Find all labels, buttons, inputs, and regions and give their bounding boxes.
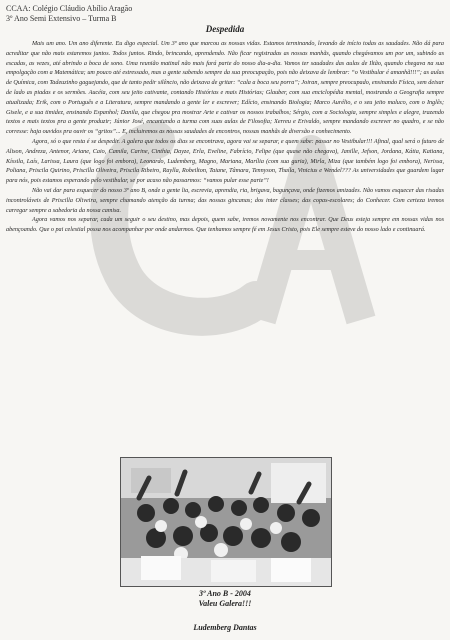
paragraph: Agora, só o que resta é se despedir. A galera que todos os dias se encontrava, agora vai se separar, e quem sabe: passar no Vestibular!!! Afinal, qual será o futuro de Alison, Andreza, Antenor, Ariane, Caio, Camila, Carine, Cinthia, Dayze, Erla, Eveline, Fabrício, Felipe (que quase não chegava), Janille, Jefson, Jordana, Kátia, Katiana, Kíssila, Laís, Larissa, Laura (que logo foi embora), Leonardo, Ludemberg, Magno, Mariana, Marília (com sua guria), Mirla, Miza (que também logo foi embora), Nerissa, Poliana, Priscila Quirino, Priscilla Oliveira, Priscila Ribeiro, Raylla, Robeilton, Taiane, Tâmara, Tennyson, Thaíla, Vinicius e Wendel??? As universidades que guardem lugar para nós, pois estamos esperando pelo vestibular, se por acaso não passarmos: “vamos pular esse parte”! [6,138,444,185]
class-photo [120,457,332,587]
paragraph: Não vai dar para esquecer do nosso 3º ano B, onde a gente lia, escrevia, aprendia, ria, brigava, bagunçava, onde fizemos amizades. Não vamos esquecer das risadas incontroláveis de Priscilla Oliveira, sempre chamando atenção da turma; das nossas gincanas; dos inter classes; das copas-escolares; do Conhecer. Com certeza iremos carregar sempre a sabedoria da nossa camisa. [6,187,444,214]
photo-caption-farewell: Valeu Galera!!! [198,599,252,608]
school-header [6,4,132,24]
paragraph: Mais um ano. Um ano diferente. Eu digo especial. Um 3º ano que marcou as nossas vidas. Estamos terminando, levando de início todas as saudades. Não dá para acreditar que não mais estaremos juntos. Todos juntos. Rindo, brincando, aprendendo. Não ficar registradas as nossas manhãs, quando chegávamos um por um, subindo as escadas, as vezes, até abrindo a boca de sono. Uma reunião matinal não mais fará parte do nosso dia-a-dia. Vamos ter saudades das aulas de Iltão, quando chegava na sua empolgação com a Matemática; um pouco até estressado, mas a gente sabendo sempre da sua preocupação, pois não deixava de lembrar: “o Vestibular é amanhã!!!”; as aulas de Química, com Tadeuzinho gaguejando, que de tanto pedir silêncio, não deixava de gritar: “cala a boca seu porra”; Joiran, sempre preocupado, ensinando Física, sem deixar de lado as piadas e os sermões. Aucéia, com seu jeito cativante, contando Histórias e mais Histórias; Glauber, com sua enciclopédia mental, mostrando a Geografia sempre atualizada; Erik, com o Português e a Literatura, sempre mandando a gente ler e escrever; Edício, ensinando Biologia; Marco Aurélio, e o seu jeito maluco, com o Inglês; Gisele, e a sua timidez, ensinando Espanhol; Danila, que chegou pra mostrar Arte e cativar os nossos trabalhos; Sérgio, com a Sociologia, sempre simples e alegre, trazendo textos e mais textos pra a gente produzir; Júnior José, encantando a turma com suas aulas de Filosofia; Xerreu e Erivaldo, sempre mandando escrever no quadro, e se não corresse: haja ouvidos pra ouvir os “gritos”... E, incluiremos as nossas saudades de encontros, nossas manhãs de diversão e conhecimento. [6,41,444,136]
page-title: Despedida [205,24,245,34]
school-name: CCAA: Colégio Cláudio Abílio Aragão [6,4,133,13]
paragraph: Agora vamos nos separar, cada um seguir o seu destino, mas depois, quem sabe, iremos novamente nos encontrar. Que Deus esteja sempre em nossas vidas nos abençoando. Que o pai celestial possa nos acompanhar por onde andarmos. Que tenhamos sempre fé em Jesus Cristo, pois Ele sempre esteve do nosso lado e continuará. [6,217,444,234]
photo-caption-class: 3º Ano B - 2004 [199,589,251,598]
author-signature: Ludemberg Dantas [193,623,257,632]
class-photo-image [121,458,331,586]
class-name: 3º Ano Semi Extensivo – Turma B [6,14,117,23]
farewell-text [6,40,444,236]
